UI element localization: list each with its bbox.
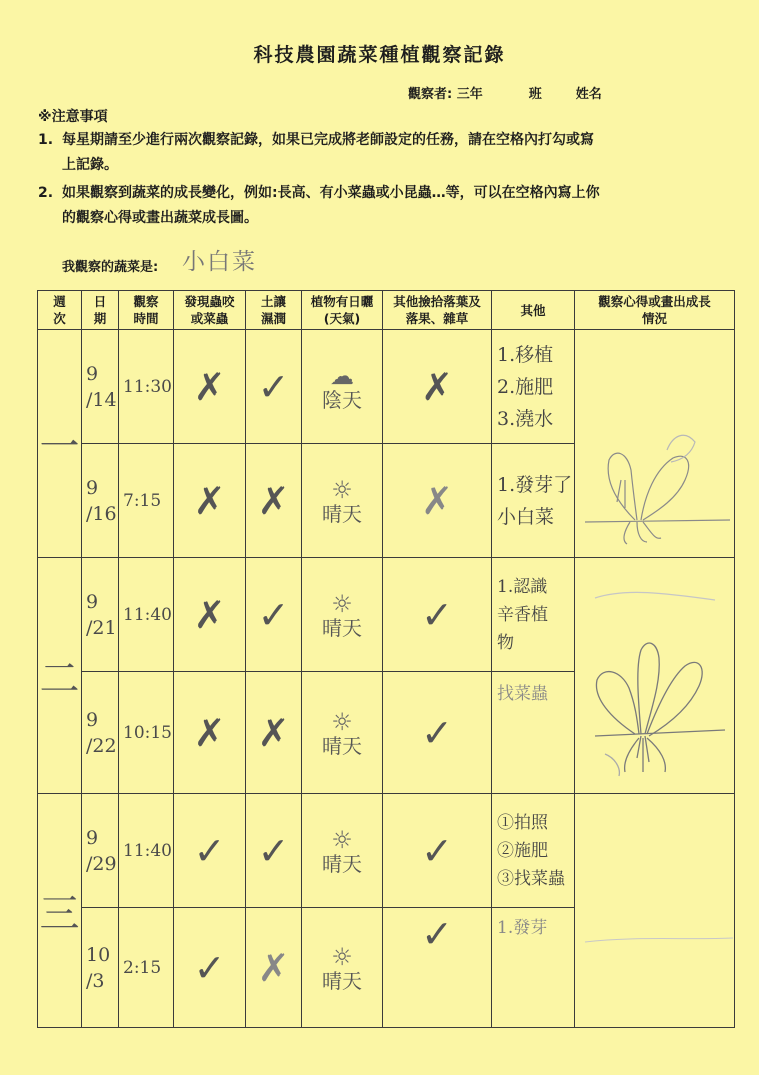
header-sun: 植物有日曬(天氣) <box>302 291 383 330</box>
note-2 <box>38 181 718 231</box>
date-cell: 9 /14 <box>82 330 119 444</box>
growth-drawing <box>575 794 735 1028</box>
weather-cell: ☁ 陰天 <box>302 330 383 444</box>
header-debris: 其他撿拾落葉及落果、雜草 <box>383 291 492 330</box>
soil-mark: ✗ <box>246 672 302 794</box>
weather-cell: ☼ 晴天 <box>302 908 383 1028</box>
time-cell: 7:15 <box>119 444 174 558</box>
observer-label: 觀察者: <box>408 87 453 102</box>
header-time: 觀察時間 <box>119 291 174 330</box>
soil-mark: ✗ <box>246 444 302 558</box>
soil-mark: ✗ <box>246 908 302 1028</box>
week-label: 二 <box>38 558 82 794</box>
date-cell: 10 /3 <box>82 908 119 1028</box>
sun-icon: ☼ <box>331 475 353 504</box>
note-1 <box>38 128 718 178</box>
date-cell: 9 /16 <box>82 444 119 558</box>
header-week: 週次 <box>38 291 82 330</box>
vegetable-label: 我觀察的蔬菜是: <box>62 260 159 275</box>
header-soil: 土讓濕潤 <box>246 291 302 330</box>
other-cell: 1.認識 辛香植 物 <box>492 558 575 672</box>
weather-cell: ☼ 晴天 <box>302 444 383 558</box>
note-text: 每星期請至少進行兩次觀察記錄，如果已完成將老師設定的任務，請在空格內打勾或寫 <box>62 132 594 148</box>
weather-cell: ☼ 晴天 <box>302 672 383 794</box>
debris-mark: ✓ <box>383 794 492 908</box>
week-label: 一 <box>38 330 82 558</box>
time-cell: 10:15 <box>119 672 174 794</box>
pests-mark: ✗ <box>174 330 246 444</box>
observer-name-label: 姓名 <box>575 87 602 102</box>
date-cell: 9 /29 <box>82 794 119 908</box>
other-cell: 找菜蟲 <box>492 672 575 794</box>
weather-cell: ☼ 晴天 <box>302 558 383 672</box>
soil-mark: ✓ <box>246 558 302 672</box>
debris-mark: ✗ <box>383 330 492 444</box>
pests-mark: ✗ <box>174 558 246 672</box>
note-text: 上記錄。 <box>62 157 118 173</box>
other-cell: 1.發芽 <box>492 908 575 1028</box>
cloud-icon: ☁ <box>330 361 354 390</box>
growth-drawing <box>575 558 735 794</box>
vegetable-value: 小白菜 <box>182 249 257 275</box>
table-header-row <box>38 291 735 330</box>
soil-mark: ✓ <box>246 330 302 444</box>
other-cell: 1.發芽了 小白菜 <box>492 444 575 558</box>
pests-mark: ✓ <box>174 908 246 1028</box>
observer-class-label: 班 <box>528 87 542 102</box>
week-label: 三 <box>38 794 82 1028</box>
growth-drawing <box>575 330 735 558</box>
table-row <box>38 330 735 444</box>
table-row <box>38 558 735 672</box>
debris-mark: ✓ <box>383 672 492 794</box>
note-number: 2. <box>38 185 54 201</box>
note-number: 1. <box>38 132 54 148</box>
time-cell: 11:40 <box>119 558 174 672</box>
debris-mark: ✓ <box>383 558 492 672</box>
pests-mark: ✗ <box>174 444 246 558</box>
sun-icon: ☼ <box>331 942 353 971</box>
pests-mark: ✗ <box>174 672 246 794</box>
time-cell: 11:40 <box>119 794 174 908</box>
sketch-line <box>575 794 735 1020</box>
date-cell: 9 /22 <box>82 672 119 794</box>
header-notes: 觀察心得或畫出成長情況 <box>575 291 735 330</box>
soil-mark: ✓ <box>246 794 302 908</box>
note-text: 的觀察心得或畫出蔬菜成長圖。 <box>62 210 258 226</box>
date-cell: 9 /21 <box>82 558 119 672</box>
header-other: 其他 <box>492 291 575 330</box>
weather-cell: ☼ 晴天 <box>302 794 383 908</box>
notes-heading: ※注意事項 <box>38 109 108 125</box>
observer-grade: 三年 <box>456 87 483 102</box>
other-cell: 1.移植 2.施肥 3.澆水 <box>492 330 575 444</box>
note-text: 如果觀察到蔬菜的成長變化，例如:長高、有小菜蟲或小昆蟲…等，可以在空格內寫上你 <box>62 185 600 201</box>
header-date: 日期 <box>82 291 119 330</box>
time-cell: 11:30 <box>119 330 174 444</box>
sun-icon: ☼ <box>331 825 353 854</box>
seedling-drawing <box>575 330 735 556</box>
sun-icon: ☼ <box>331 707 353 736</box>
header-pests: 發現蟲咬或菜蟲 <box>174 291 246 330</box>
other-cell: ①拍照 ②施肥 ③找菜蟲 <box>492 794 575 908</box>
table-row <box>38 794 735 908</box>
sun-icon: ☼ <box>331 589 353 618</box>
plant-drawing <box>575 558 735 784</box>
page-title: 科技農園蔬菜種植觀察記錄 <box>253 44 506 66</box>
observation-table <box>37 290 735 1028</box>
debris-mark: ✓ <box>383 908 492 1028</box>
observer-line <box>408 83 602 102</box>
time-cell: 2:15 <box>119 908 174 1028</box>
pests-mark: ✓ <box>174 794 246 908</box>
debris-mark: ✗ <box>383 444 492 558</box>
